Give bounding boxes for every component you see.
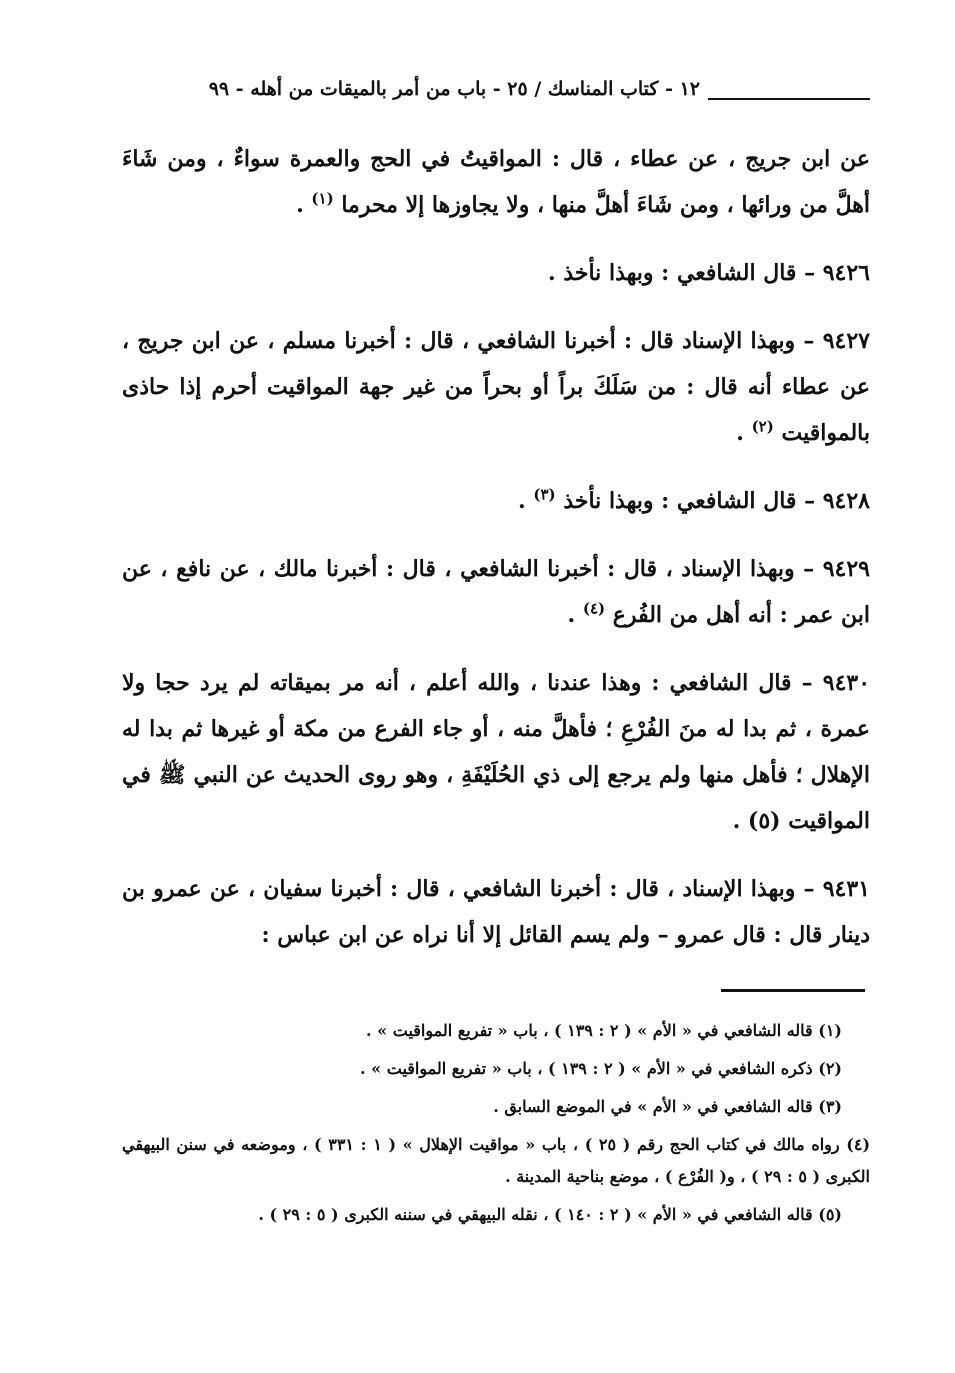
footnote-4: (٤) رواه مالك في كتاب الحج رقم ( ٢٥ ) ، باب « مواقيت الإهلال » ( ١ : ٣٣١ ) ، وموضعه في سنن البيهقي الكبرى ( ٥ : ٢٩ ) ، و( الفُرْع ) ، موضع بناحية المدينة . bbox=[122, 1135, 871, 1186]
footnote-mark: (٤) bbox=[582, 599, 606, 618]
footnote-2: (٢) ذكره الشافعي في « الأم » ( ٢ : ١٣٩ ) ، باب « تفريع المواقيت » . bbox=[360, 1059, 842, 1078]
paragraph-9431: ٩٤٣١ – وبهذا الإسناد ، قال : أخبرنا الشافعي ، قال : أخبرنا سفيان ، عن عمرو بن دينار قال : قال عمرو – ولم يسم القائل إلا أنا نراه عن ابن عباس : bbox=[122, 876, 870, 948]
footnotes bbox=[122, 1015, 870, 1237]
footnote-5: (٥) قاله الشافعي في « الأم » ( ٢ : ١٤٠ ) ، نقله البيهقي في سننه الكبرى ( ٥ : ٢٩ ) . bbox=[258, 1205, 842, 1224]
paragraph-continuation: عن ابن جريج ، عن عطاء ، قال : المواقيتُ في الحج والعمرة سواءٌ ، ومن شَاءَ أهلَّ من ورائها ، ومن شَاءَ أهلَّ منها ، ولا يجاوزها إلا محرما $^{(١)}$ . bbox=[122, 146, 870, 218]
paragraph-9428: ٩٤٢٨ – قال الشافعي : وبهذا نأخذ $^{(٣)}$ . bbox=[518, 485, 870, 514]
footnote-mark: (٣) bbox=[533, 485, 556, 504]
header-rule bbox=[708, 98, 870, 100]
running-title: ١٢ - كتاب المناسك / ٢٥ - باب من أمر بالميقات من أهله - ٩٩ bbox=[208, 78, 700, 100]
paragraph-9429: ٩٤٢٩ – وبهذا الإسناد ، قال : أخبرنا الشافعي ، قال : أخبرنا مالك ، عن نافع ، عن ابن عمر : أنه أهل من الفُرع $^{(٤)}$ . bbox=[122, 556, 870, 628]
footnote-1: (١) قاله الشافعي في « الأم » ( ٢ : ١٣٩ ) ، باب « تفريع المواقيت » . bbox=[366, 1021, 842, 1040]
running-header bbox=[120, 74, 870, 104]
footnote-3: (٣) قاله الشافعي في « الأم » في الموضع السابق . bbox=[493, 1097, 842, 1116]
paragraph-9427: ٩٤٢٧ – وبهذا الإسناد قال : أخبرنا الشافعي ، قال : أخبرنا مسلم ، عن ابن جريج ، عن عطاء أنه قال : من سَلَكَ براً أو بحراً من غير جهة المواقيت أحرم إذا حاذى بالمواقيت $^{(٢)}$ . bbox=[122, 328, 870, 446]
footnote-mark: (٢) bbox=[751, 417, 774, 436]
paragraph-9426: ٩٤٢٦ – قال الشافعي : وبهذا نأخذ . bbox=[548, 260, 870, 286]
footnote-mark: (١) bbox=[311, 189, 334, 208]
footnote-separator bbox=[721, 989, 865, 992]
main-text bbox=[122, 136, 870, 980]
paragraph-9430: ٩٤٣٠ – قال الشافعي : وهذا عندنا ، والله أعلم ، أنه مر بميقاته لم يرد حجا ولا عمرة ، ثم بدا له منَ الفُرْعِ ؛ فأهلَّ منه ، أو جاء الفرع من مكة أو غيرها ثم بدا له الإهلال ؛ فأهل منها ولم يرجع إلى ذي الحُلَيْفَةِ ، وهو روى الحديث عن النبي ﷺ في المواقيت (٥) . bbox=[122, 670, 871, 834]
